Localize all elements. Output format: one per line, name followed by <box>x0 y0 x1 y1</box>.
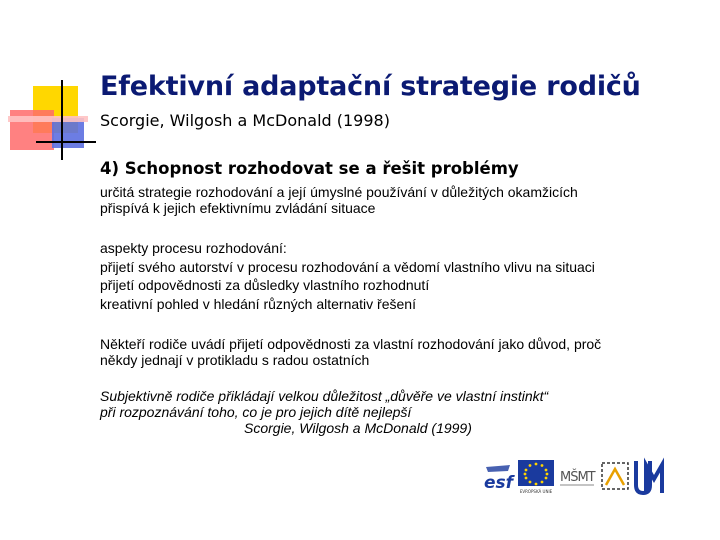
esf-logo-text: esf <box>484 473 514 493</box>
paragraph-line: Někteří rodiče uvádí přijetí odpovědnosti za vlastní rozhodování jako důvod, proč <box>100 336 602 352</box>
eu-flag-logo <box>518 460 554 494</box>
paragraph-line: přispívá k jejich efektivnímu zvládání situace <box>100 200 376 216</box>
paragraph-line: někdy jednají v protikladu s radou ostatních <box>100 352 370 368</box>
slide-title: Efektivní adaptační strategie rodičů <box>100 71 641 102</box>
deco-pink-band <box>8 116 88 122</box>
paragraph-line: určitá strategie rozhodování a její úmyslné používání v důležitých okamžicích <box>100 184 578 200</box>
paragraph-line: při rozpoznávání toho, co je pro jejich dítě nejlepší <box>100 404 412 420</box>
paragraph-strategy <box>100 184 578 216</box>
paragraph-line: Subjektivně rodiče přikládají velkou důležitost „důvěře ve vlastní instinkt“ <box>100 388 549 404</box>
paragraph-line: kreativní pohled v hledání různých alternativ řešení <box>100 295 416 312</box>
msmt-logo-text: MŠMT <box>560 470 595 485</box>
msmt-logo <box>560 469 596 485</box>
university-logo <box>636 461 662 493</box>
paragraph-instinct <box>100 388 548 436</box>
corner-decoration <box>0 0 100 170</box>
citation: Scorgie, Wilgosh a McDonald (1999) <box>244 420 472 436</box>
esf-logo <box>482 461 516 493</box>
section-heading: 4) Schopnost rozhodovat se a řešit problémy <box>100 159 519 178</box>
paragraph-line: aspekty procesu rozhodování: <box>100 240 287 256</box>
eu-caption: EVROPSKÁ UNIE <box>519 489 553 494</box>
op-vk-logo <box>602 463 628 489</box>
funding-logos <box>480 455 670 500</box>
paragraph-line: přijetí odpovědnosti za důsledky vlastního rozhodnutí <box>100 277 430 293</box>
paragraph-line: přijetí svého autorství v procesu rozhodování a vědomí vlastního vlivu na situaci <box>100 258 595 275</box>
deco-blue-square <box>52 118 84 148</box>
paragraph-aspects <box>100 239 595 313</box>
paragraph-responsibility <box>100 336 601 368</box>
slide-subtitle: Scorgie, Wilgosh a McDonald (1998) <box>100 111 390 130</box>
